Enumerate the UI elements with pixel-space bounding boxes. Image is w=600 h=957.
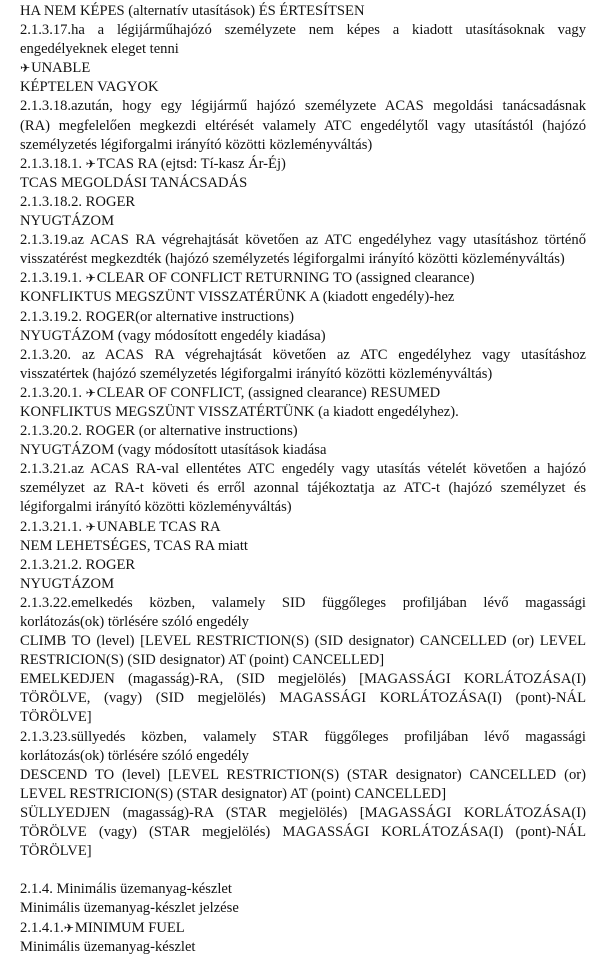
phrase-line [20, 518, 586, 537]
airplane-icon: ✈ [85, 271, 96, 286]
translation-line: TÖRÖLVE] [20, 843, 92, 860]
airplane-icon: ✈ [85, 156, 96, 171]
translation-line: SÜLLYEDJEN (magasság)-RA (STAR megjelölés) [MAGASSÁGI KORLÁTOZÁSA(I) [20, 804, 586, 821]
airplane-icon: ✈ [63, 920, 74, 935]
translation-line: KONFLIKTUS MEGSZÜNT VISSZATÉRTÜNK (a kiadott engedélyhez). [20, 403, 459, 420]
paragraph-line: légiforgalmi irányító közötti közleményváltás) [20, 499, 292, 516]
paragraph-line: engedélyeknek eleget tenni [20, 41, 179, 58]
translation-line: KÉPTELEN VAGYOK [20, 79, 159, 96]
translation-line: NEM LEHETSÉGES, TCAS RA miatt [20, 537, 248, 554]
paragraph-line: visszatérést megkezdték (hajózó személyzetés légiforgalmi irányító közötti közleményváltás) [20, 251, 565, 268]
phrase-line: 2.1.3.18.2. ROGER [20, 193, 136, 210]
phrase-text: UNABLE [31, 60, 91, 77]
phrase-line: LEVEL RESTRICION(S) (STAR designator) AT (point) CANCELLED] [20, 785, 447, 802]
translation-line: NYUGTÁZOM (vagy módosított engedély kiadása) [20, 327, 326, 344]
paragraph-line: Minimális üzemanyag-készlet jelzése [20, 900, 239, 917]
paragraph-line: korlátozás(ok) törlésére szóló engedély [20, 614, 249, 630]
phrase-text: TCAS RA (ejtsd: Tí-kasz Ár-Éj) [96, 155, 286, 172]
translation-line: TÖRÖLVE (vagy) (STAR megjelölés) MAGASSÁGI KORLÁTOZÁSA(I) (pont)-NÁL [20, 824, 586, 841]
translation-line: KONFLIKTUS MEGSZÜNT VISSZATÉRÜNK A (kiadott engedély)-hez [20, 289, 455, 306]
section-heading: 2.1.4. Minimális üzemanyag-készlet [20, 881, 232, 898]
phrase-line: 2.1.3.20.2. ROGER (or alternative instructions) [20, 423, 298, 440]
paragraph-line: személyzetés légiforgalmi irányító közötti közleményváltás) [20, 136, 373, 153]
paragraph-line: 2.1.3.22.emelkedés közben, valamely SID függőleges profiljában lévő magassági [20, 594, 586, 611]
paragraph-line: 2.1.3.17.ha a légijárműhajózó személyzete nem képes a kiadott utasításoknak vagy [20, 22, 586, 39]
translation-line: TÖRÖLVE] [20, 709, 92, 726]
airplane-icon: ✈ [20, 61, 31, 76]
phrase-line: CLIMB TO (level) [LEVEL RESTRICTION(S) (SID designator) CANCELLED (or) LEVEL [20, 633, 586, 650]
phrase-line [20, 919, 586, 938]
paragraph-line: (RA) megfelelően megkezdi eltérését valamely ATC engedélytől vagy utasítástól (hajózó [20, 117, 586, 134]
phrase-line: RESTRICION(S) (SID designator) AT (point) CANCELLED] [20, 652, 385, 669]
paragraph-line: 2.1.3.21.az ACAS RA-val ellentétes ATC engedély vagy utasítás vételét követően a hajózó [20, 461, 586, 478]
paragraph-line: 2.1.3.19.az ACAS RA végrehajtását követően az ATC engedélyhez vagy utasításhoz történő [20, 232, 586, 249]
item-number: 2.1.3.21.1. [20, 518, 86, 535]
translation-line: TCAS MEGOLDÁSI TANÁCSADÁS [20, 174, 248, 191]
paragraph-line: személyzet az RA-t követi és erről azonnal tájékoztatja az ATC-t (hajózó személyzet és [20, 480, 586, 497]
airplane-icon: ✈ [85, 385, 96, 400]
item-number: 2.1.3.18.1. [20, 155, 86, 172]
phrase-line [20, 155, 586, 174]
phrase-line: 2.1.3.21.2. ROGER [20, 556, 136, 573]
phrase-text: MINIMUM FUEL [74, 919, 185, 936]
section-heading: HA NEM KÉPES (alternatív utasítások) ÉS ÉRTESÍTSEN [20, 3, 365, 19]
translation-line: Minimális üzemanyag-készlet [20, 938, 196, 955]
phrase-line [20, 59, 586, 78]
phrase-text: CLEAR OF CONFLICT, (assigned clearance) RESUMED [96, 384, 441, 401]
translation-line: TÖRÖLVE, (vagy) (SID megjelölés) MAGASSÁGI KORLÁTOZÁSA(I) (pont)-NÁL [20, 690, 586, 707]
translation-line: NYUGTÁZOM (vagy módosított utasítások kiadása [20, 442, 327, 459]
translation-line: NYUGTÁZOM [20, 213, 115, 230]
item-number: 2.1.4.1. [20, 919, 64, 936]
paragraph-line: 2.1.3.18.azután, hogy egy légijármű hajózó személyzete ACAS megoldási tanácsadásnak [20, 98, 586, 115]
phrase-line: DESCEND TO (level) [LEVEL RESTRICTION(S) (STAR designator) CANCELLED (or) [20, 766, 586, 783]
blank-line [20, 861, 586, 880]
translation-line: NYUGTÁZOM [20, 575, 115, 592]
phrase-text: CLEAR OF CONFLICT RETURNING TO (assigned clearance) [96, 270, 475, 287]
item-number: 2.1.3.19.1. [20, 270, 86, 287]
paragraph-line: korlátozás(ok) törlésére szóló engedély [20, 747, 249, 764]
phrase-line [20, 269, 586, 288]
phrase-text: UNABLE TCAS RA [96, 518, 221, 535]
paragraph-line: 2.1.3.20. az ACAS RA végrehajtását követően az ATC engedélyhez vagy utasításhoz [20, 346, 586, 363]
item-number: 2.1.3.20.1. [20, 384, 86, 401]
phrase-line [20, 384, 586, 403]
translation-line: EMELKEDJEN (magasság)-RA, (SID megjelölés) [MAGASSÁGI KORLÁTOZÁSA(I) [20, 671, 586, 688]
phrase-line: 2.1.3.19.2. ROGER(or alternative instructions) [20, 308, 294, 325]
airplane-icon: ✈ [85, 519, 96, 534]
paragraph-line: 2.1.3.23.süllyedés közben, valamely STAR függőleges profiljában lévő magassági [20, 728, 586, 745]
paragraph-line: visszatértek (hajózó személyzetés légiforgalmi irányító közötti közleményváltás) [20, 365, 493, 382]
